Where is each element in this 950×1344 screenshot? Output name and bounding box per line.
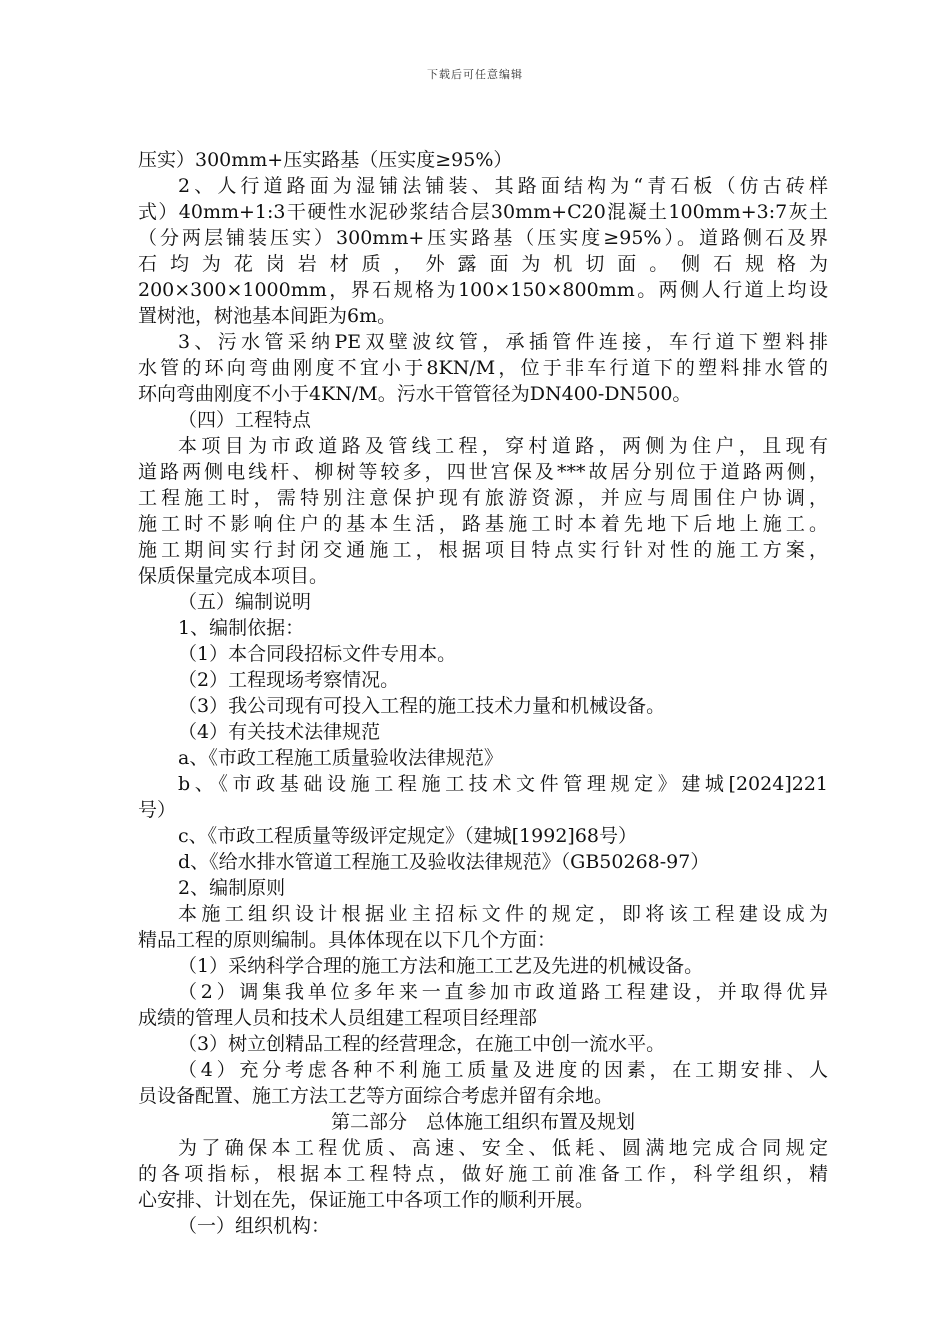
text-line: 心安排、计划在先，保证施工中各项工作的顺利开展。 (138, 1189, 595, 1211)
text-line: 施工期间实行封闭交通施工，根据项目特点实行针对性的施工方案， (138, 539, 828, 561)
list-item: （2）调集我单位多年来一直参加市政道路工程建设，并取得优异 (178, 981, 828, 1003)
list-item: （1）本合同段招标文件专用本。 (178, 643, 457, 665)
text-line: 2、编制原则 (178, 877, 286, 899)
text-line: 压实）300mm+压实路基（压实度≥95%） (138, 149, 513, 171)
text-line: 员设备配置、施工方法工艺等方面综合考虑并留有余地。 (138, 1085, 614, 1107)
text-line: 本施工组织设计根据业主招标文件的规定，即将该工程建设成为 (178, 903, 828, 925)
text-line: 成绩的管理人员和技术人员组建工程项目经理部 (138, 1007, 538, 1029)
list-item: （4）充分考虑各种不利施工质量及进度的因素，在工期安排、人 (178, 1059, 828, 1081)
part-heading: 第二部分 总体施工组织布置及规划 (330, 1111, 635, 1133)
list-item: （4）有关技术法律规范 (178, 721, 381, 743)
text-line: 施工时不影响住户的基本生活，路基施工时本着先地下后地上施工。 (138, 513, 828, 535)
text-line: 道路两侧电线杆、柳树等较多，四世宫保及***故居分别位于道路两侧， (138, 461, 828, 483)
list-item: c、《市政工程质量等级评定规定》（建城[1992]68号） (178, 825, 637, 847)
section-heading: （一）组织机构： (178, 1215, 331, 1237)
text-line: 置树池，树池基本间距为6m。 (138, 305, 397, 327)
text-line: （分两层铺装压实）300mm+压实路基（压实度≥95%）。道路侧石及界 (138, 227, 828, 249)
text-line: 精品工程的原则编制。具体体现在以下几个方面： (138, 929, 557, 951)
list-item: a、《市政工程施工质量验收法律规范》 (178, 747, 503, 769)
text-line: 3、污水管采纳PE双壁波纹管，承插管件连接，车行道下塑料排 (178, 331, 828, 353)
text-line: 号） (138, 799, 177, 821)
text-line: 200×300×1000mm，界石规格为100×150×800mm。两侧人行道上均设 (138, 279, 828, 301)
text-line: 保质保量完成本项目。 (138, 565, 329, 587)
text-line: 1、编制依据： (178, 617, 305, 639)
text-line: 水管的环向弯曲刚度不宜小于8KN/M，位于非车行道下的塑料排水管的 (138, 357, 828, 379)
document-body (138, 147, 828, 1239)
list-item: （1）采纳科学合理的施工方法和施工工艺及先进的机械设备。 (178, 955, 704, 977)
text-line: 环向弯曲刚度不小于4KN/M。污水干管管径为DN400-DN500。 (138, 383, 692, 405)
text-line: 为了确保本工程优质、高速、安全、低耗、圆满地完成合同规定 (178, 1137, 828, 1159)
list-item: d、《给水排水管道工程施工及验收法律规范》（GB50268-97） (178, 851, 710, 873)
page-header: 下载后可任意编辑 (427, 68, 523, 81)
list-item: （2）工程现场考察情况。 (178, 669, 400, 691)
list-item: b、《市政基础设施工程施工技术文件管理规定》建城[2024]221 (178, 773, 828, 795)
text-line: 石均为花岗岩材质，外露面为机切面。侧石规格为 (138, 253, 828, 275)
text-line: 本项目为市政道路及管线工程，穿村道路，两侧为住户，且现有 (178, 435, 828, 457)
list-item: （3）树立创精品工程的经营理念，在施工中创一流水平。 (178, 1033, 666, 1055)
list-item: （3）我公司现有可投入工程的施工技术力量和机械设备。 (178, 695, 666, 717)
text-line: 的各项指标，根据本工程特点，做好施工前准备工作，科学组织，精 (138, 1163, 828, 1185)
section-heading: （四）工程特点 (178, 409, 312, 431)
text-line: 工程施工时，需特别注意保护现有旅游资源，并应与周围住户协调， (138, 487, 828, 509)
text-line: 式）40mm+1:3干硬性水泥砂浆结合层30mm+C20混凝土100mm+3:7灰土 (138, 201, 828, 223)
section-heading: （五）编制说明 (178, 591, 312, 613)
text-line: 2、人行道路面为湿铺法铺装、其路面结构为“青石板（仿古砖样 (178, 175, 828, 197)
